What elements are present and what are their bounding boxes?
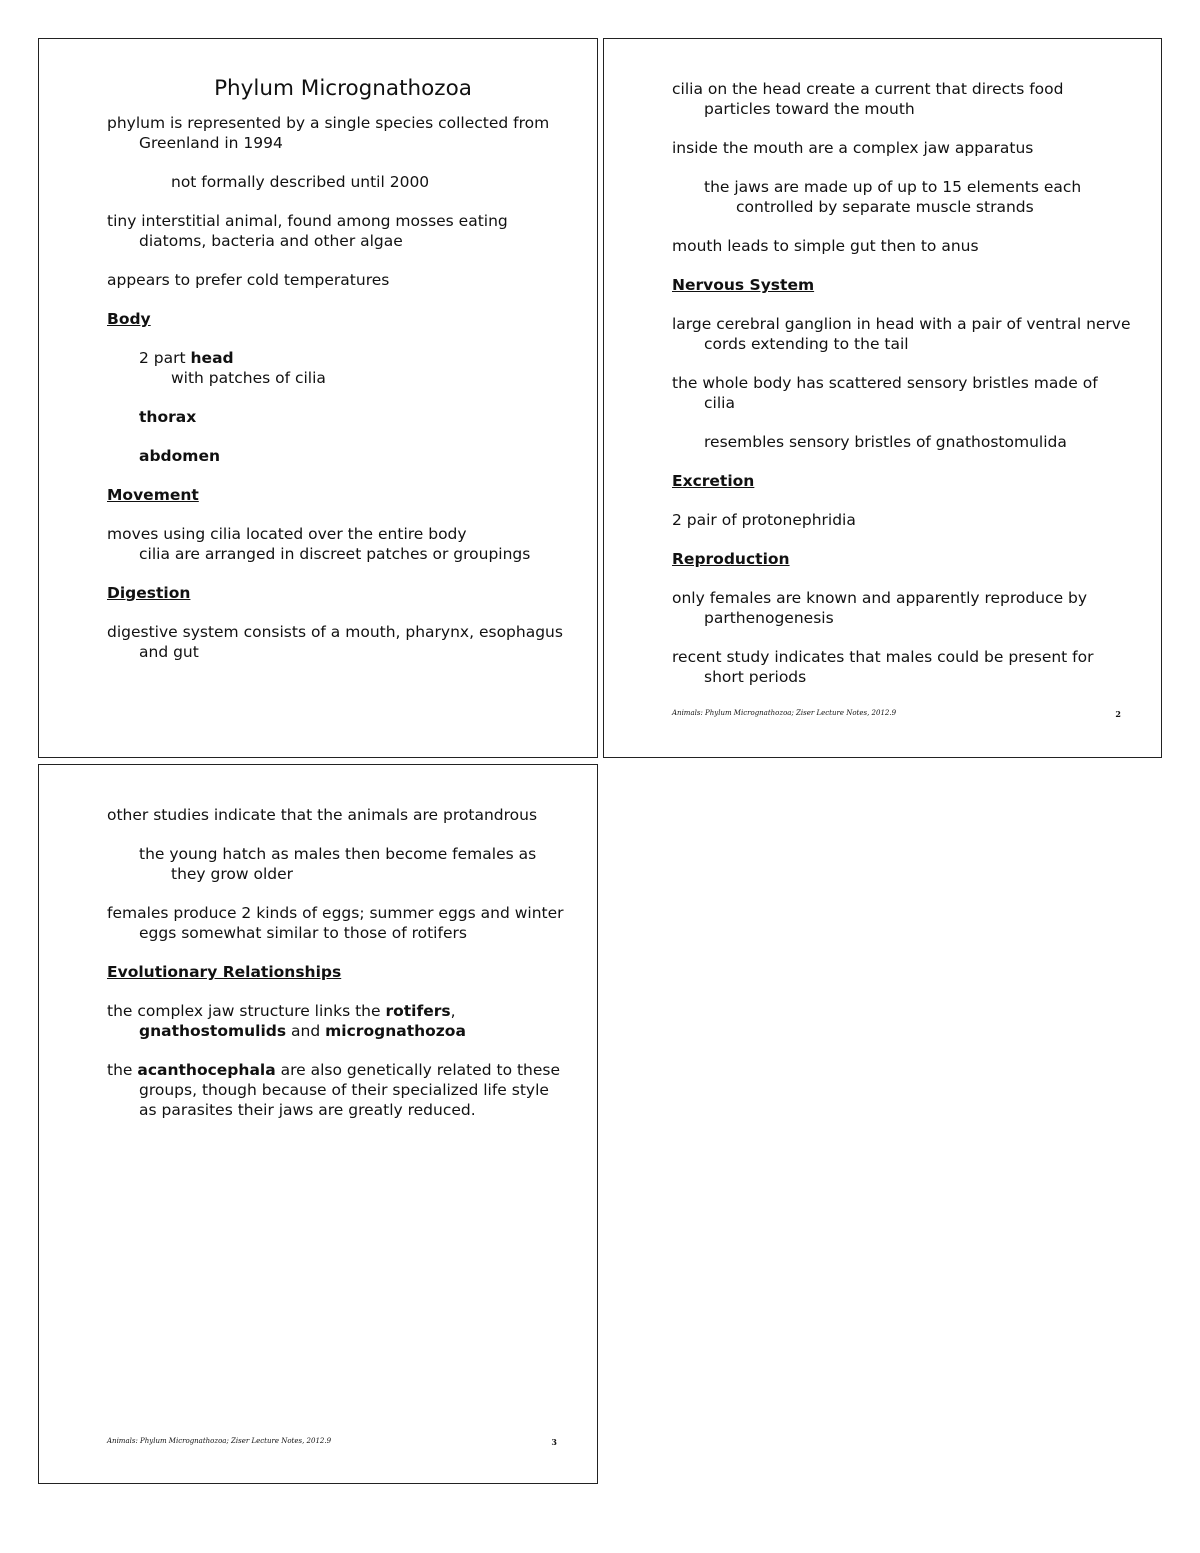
page-footer — [107, 1437, 557, 1447]
paragraph: 2 pair of protonephridia — [672, 511, 856, 529]
paragraph-line: cilia are arranged in discreet patches or groupings — [139, 545, 531, 563]
page-number: 2 — [1115, 709, 1121, 719]
section-heading-reproduction: Reproduction — [672, 550, 790, 568]
bold-term: micrognathozoa — [325, 1022, 466, 1040]
paragraph: the jaws are made up of up to 15 elements each controlled by separate muscle strands — [704, 178, 1082, 216]
bold-term: rotifers — [385, 1002, 451, 1020]
paragraph: inside the mouth are a complex jaw apparatus — [672, 139, 1034, 157]
body-part-detail: with patches of cilia — [171, 369, 326, 387]
footer-text: Animals: Phylum Micrognathozoa; Ziser Lecture Notes, 2012.9 — [107, 1437, 332, 1445]
paragraph: resembles sensory bristles of gnathostomulida — [704, 433, 1067, 451]
body-part-name: thorax — [139, 408, 197, 426]
paragraph: phylum is represented by a single species collected from Greenland in 1994 — [107, 114, 550, 152]
paragraph: mouth leads to simple gut then to anus — [672, 237, 979, 255]
body-part-name: head — [190, 349, 234, 367]
paragraph: not formally described until 2000 — [171, 173, 430, 191]
text-run: the — [107, 1061, 133, 1079]
section-heading-movement: Movement — [107, 486, 199, 504]
body-part-prefix: 2 part — [139, 349, 186, 367]
paragraph: other studies indicate that the animals are protandrous — [107, 806, 538, 824]
paragraph: recent study indicates that males could be present for short periods — [672, 648, 1094, 686]
slide-1 — [38, 38, 598, 758]
page-number: 3 — [551, 1437, 557, 1447]
bold-term: acanthocephala — [137, 1061, 276, 1079]
paragraph — [107, 1060, 569, 1120]
paragraph-line: moves using cilia located over the entire body — [107, 525, 467, 543]
section-heading-excretion: Excretion — [672, 472, 755, 490]
text-run: , — [450, 1002, 456, 1020]
bold-term: gnathostomulids — [139, 1022, 287, 1040]
paragraph: cilia on the head create a current that directs food particles toward the mouth — [672, 80, 1064, 118]
paragraph: females produce 2 kinds of eggs; summer eggs and winter eggs somewhat similar to those of rotifers — [107, 904, 564, 942]
section-heading-digestion: Digestion — [107, 584, 191, 602]
section-heading-body: Body — [107, 310, 151, 328]
body-part-name: abdomen — [139, 447, 220, 465]
body-part-thorax — [107, 407, 569, 427]
slide-2 — [603, 38, 1162, 758]
slide-3-content — [107, 805, 569, 1139]
body-part-head — [107, 348, 569, 388]
paragraph — [107, 1001, 569, 1041]
slide-3 — [38, 764, 598, 1484]
paragraph: digestive system consists of a mouth, pharynx, esophagus and gut — [107, 623, 563, 661]
slide-1-content — [107, 76, 569, 681]
slide-2-content — [672, 79, 1133, 706]
text-run: and — [291, 1022, 321, 1040]
paragraph: the whole body has scattered sensory bristles made of cilia — [672, 374, 1098, 412]
footer-text: Animals: Phylum Micrognathozoa; Ziser Lecture Notes, 2012.9 — [672, 709, 897, 717]
paragraph: only females are known and apparently reproduce by parthenogenesis — [672, 589, 1088, 627]
page-footer — [672, 709, 1121, 719]
paragraph: large cerebral ganglion in head with a pair of ventral nerve cords extending to the tail — [672, 315, 1131, 353]
body-part-abdomen — [107, 446, 569, 466]
text-run: the complex jaw structure links the — [107, 1002, 381, 1020]
paragraph: tiny interstitial animal, found among mosses eating diatoms, bacteria and other algae — [107, 212, 508, 250]
section-heading-evolutionary-relationships: Evolutionary Relationships — [107, 963, 342, 981]
page-title: Phylum Micrognathozoa — [214, 76, 472, 101]
text-run: are also genetically related to these groups, though because of their specialized life style as parasites their jaws are greatly reduced. — [139, 1061, 561, 1119]
paragraph — [107, 524, 569, 564]
paragraph: the young hatch as males then become females as they grow older — [139, 845, 537, 883]
section-heading-nervous-system: Nervous System — [672, 276, 815, 294]
paragraph: appears to prefer cold temperatures — [107, 271, 390, 289]
